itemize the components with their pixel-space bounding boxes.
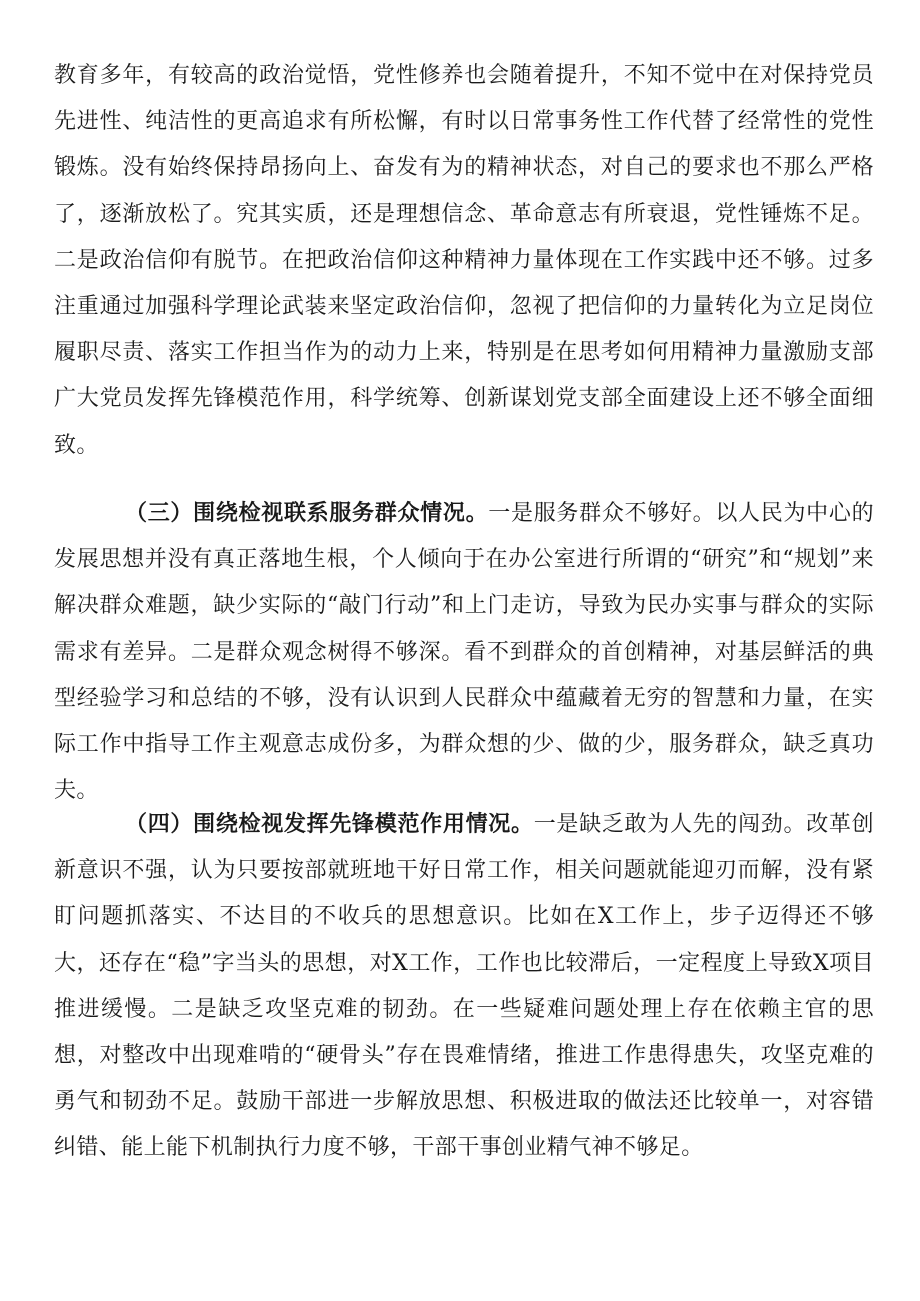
section-body-serving-masses: 一是服务群众不够好。以人民为中心的发展思想并没有真正落地生根，个人倾向于在办公室进行所谓的“研究”和“规划”来解决群众难题，缺少实际的“敲门行动”和上门走访，导致为民办实事与群众的实际需求有差异。二是群众观念树得不够深。看不到群众的首创精神，对基层鲜活的典型经验学习和总结的不够，没有认识到人民群众中蕴藏着无穷的智慧和力量，在实际工作中指导工作主观意志成份多，为群众想的少、做的少，服务群众，缺乏真功夫。 (54, 501, 874, 804)
section-body-exemplary-role: 一是缺乏敢为人先的闯劲。改革创新意识不强，认为只要按部就班地干好日常工作，相关问题就能迎刃而解，没有紧盯问题抓落实、不达目的不收兵的思想意识。比如在X工作上，步子迈得还不够大，还存在“稳”字当头的思想，对X工作，工作也比较滞后，一定程度上导致X项目推进缓慢。二是缺乏攻坚克难的韧劲。在一些疑难问题处理上存在依赖主官的思想，对整改中出现难啃的“硬骨头”存在畏难情绪，推进工作患得患失，攻坚克难的勇气和韧劲不足。鼓励干部进一步解放思想、积极进取的做法还比较单一，对容错纠错、能上能下机制执行力度不够，干部干事创业精气神不够足。 (54, 812, 874, 1161)
section-heading-serving-masses: （三）围绕检视联系服务群众情况。 (125, 500, 489, 526)
section-serving-masses (54, 490, 874, 814)
section-exemplary-role (54, 801, 874, 1172)
section-heading-exemplary-role: （四）围绕检视发挥先锋模范作用情况。 (125, 811, 534, 837)
paragraph-political-belief: 教育多年，有较高的政治觉悟，党性修养也会随着提升，不知不觉中在对保持党员先进性、纯洁性的更高追求有所松懈，有时以日常事务性工作代替了经常性的党性锻炼。没有始终保持昂扬向上、奋发有为的精神状态，对自己的要求也不那么严格了，逐渐放松了。究其实质，还是理想信念、革命意志有所衰退，党性锤炼不足。二是政治信仰有脱节。在把政治信仰这种精神力量体现在工作实践中还不够。过多注重通过加强科学理论武装来坚定政治信仰，忽视了把信仰的力量转化为立足岗位履职尽责、落实工作担当作为的动力上来，特别是在思考如何用精神力量激励支部广大党员发挥先锋模范作用，科学统筹、创新谋划党支部全面建设上还不够全面细致。 (54, 63, 874, 458)
